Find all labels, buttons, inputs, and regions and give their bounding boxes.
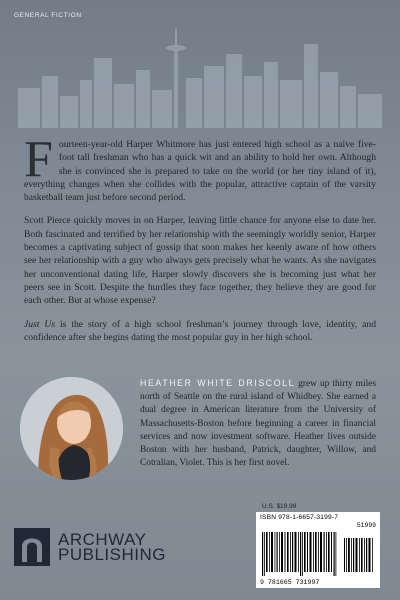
isbn-digits: 9 781665 731997 [260,579,320,586]
barcode-bars [260,524,376,576]
summary-paragraph-3 [24,318,376,345]
book-summary [24,131,376,354]
book-title-italic: Just Us [24,318,56,330]
author-photo [20,377,123,480]
price-code: 51999 [356,522,376,529]
summary-paragraph-1 [24,131,376,204]
archway-icon [14,528,50,566]
author-bio [140,377,376,470]
author-bio-text: grew up thirty miles north of Seattle on the rural island of Whidbey. She earned a dual degree in American literature from the University of Massachusetts-Boston before beginning a career in financial services and now investment software. Heather lives outside Boston with her husband, Patrick, daughter, Willow, and Cotralian, Violet. This is her first novel. [140,379,376,469]
barcode [256,512,380,588]
summary-paragraph-2: Scott Pierce quickly moves in on Harper, leaving little chance for anyone else to date her. Both fascinated and terrified by her relationship with the seemingly worldly senior, Harper becomes a captivating subject of gossip that soon makes her keenly aware of how others see her relationship with a guy who always gets precisely what he wants. As she navigates her unconventional dating life, Harper slowly discovers she is becoming just what her peers see in Scott. Despite the hurdles they face together, they believe they are good for each other. But at whose expense? [24,215,376,307]
publisher-line-2: PUBLISHING [58,545,166,564]
drop-cap: F [24,131,53,188]
summary-paragraph-1-text: ourteen-year-old Harper Whitmore has just entered high school as a naive five-foot tall freshman who has a quick wit and an ability to hold her own. Although she is convinced she is prepared to take on the world (or her tiny island of it), everything changes when she collides with the popular, attractive captain of the varsity basketball team just before second period. [24,139,376,204]
publisher-line-1: ARCHWAY [58,530,147,549]
genre-label: GENERAL FICTION [14,12,82,19]
publisher-name [58,532,166,562]
price-label: U.S. $19.99 [262,503,297,510]
summary-paragraph-3-text: is the story of a high school freshman’s journey through love, identity, and confidence after she begins dating the most popular guy in her high school. [24,318,376,343]
author-name: HEATHER WHITE DRISCOLL [140,378,296,388]
publisher-logo [14,528,166,566]
isbn-label: ISBN 978-1-6657-3199-7 [260,514,339,521]
seattle-skyline-image [0,18,400,128]
